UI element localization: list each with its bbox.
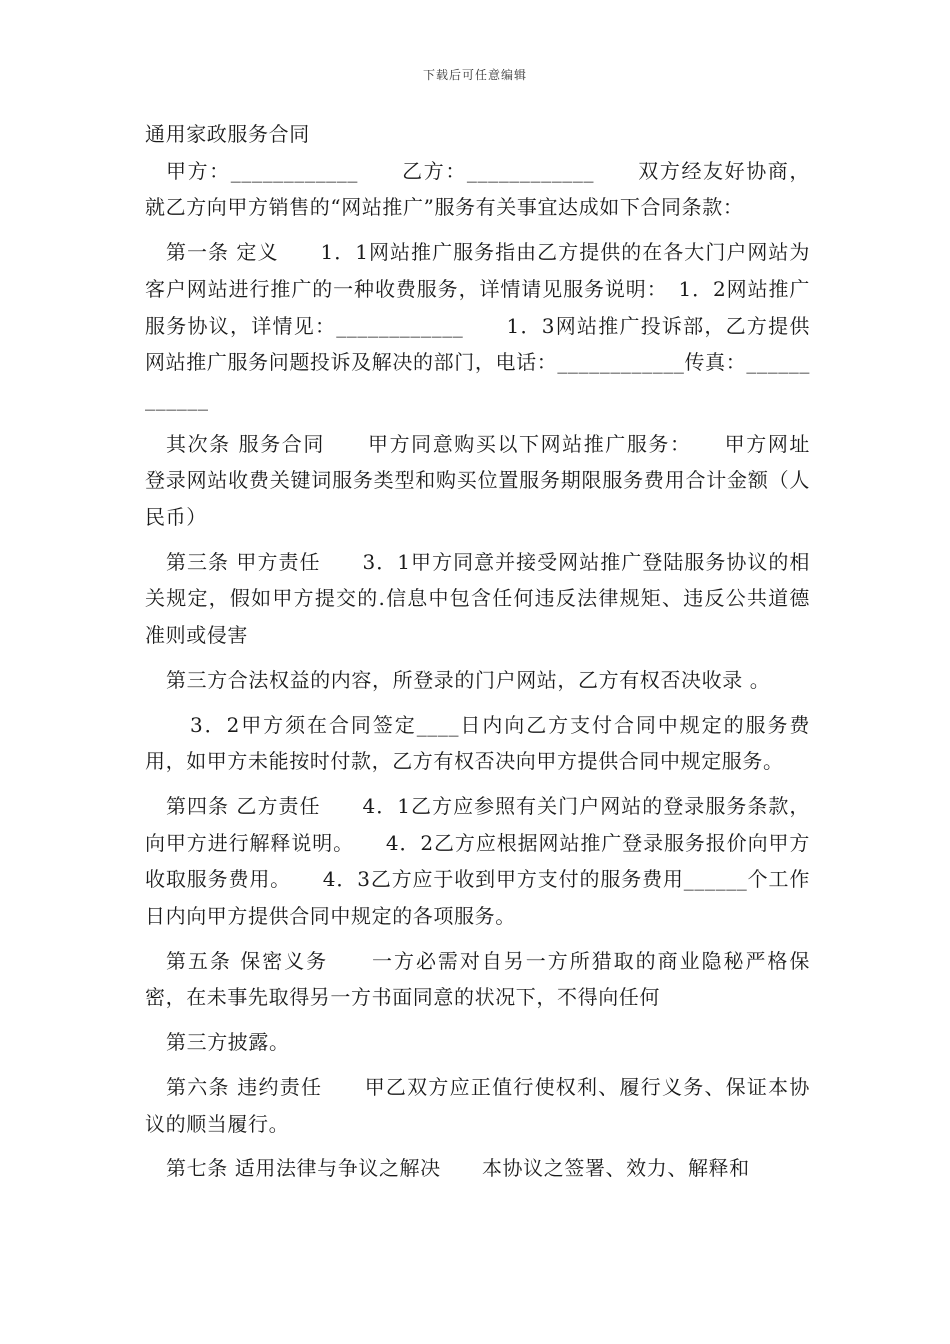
paragraph-article-5: 第五条 保密义务 一方必需对自另一方所猎取的商业隐秘严格保密，在未事先取得另一方书面同意的状况下，不得向任何 xyxy=(145,948,810,1010)
document-body xyxy=(145,116,852,1195)
document-title: 通用家政服务合同 xyxy=(145,122,310,146)
paragraph-article-3: 第三条 甲方责任 3．1甲方同意并接受网站推广登陆服务协议的相关规定，假如甲方提交的.信息中包含任何违反法律规矩、违反公共道德准则或侵害 xyxy=(145,549,810,648)
paragraph-article-3-cont: 第三方合法权益的内容，所登录的门户网站，乙方有权否决收录 。 xyxy=(166,667,771,692)
page-header: 下载后可任意编辑 xyxy=(422,68,527,82)
paragraph-article-2: 其次条 服务合同 甲方同意购买以下网站推广服务： 甲方网址 登录网站收费关键词服务类型和购买位置服务期限服务费用合计金额（人民币） xyxy=(145,431,852,530)
paragraph-article-7: 第七条 适用法律与争议之解决 本协议之签署、效力、解释和 xyxy=(166,1156,750,1181)
paragraph-article-3-2: 3．2甲方须在合同签定____日内向乙方支付合同中规定的服务费用，如甲方未能按时付款，乙方有权否决向甲方提供合同中规定服务。 xyxy=(145,712,810,774)
paragraph-article-6: 第六条 违约责任 甲乙双方应正值行使权利、履行义务、保证本协议的顺当履行。 xyxy=(145,1074,810,1136)
paragraph-article-1: 第一条 定义 1．1网站推广服务指由乙方提供的在各大门户网站为客户网站进行推广的一种收费服务，详情请见服务说明： 1．2网站推广服务协议，详情见：____________ 1．3网站推广投诉部，乙方提供网站推广服务问题投诉及解决的部门，电话：____________传真：____________ xyxy=(145,240,810,411)
paragraph-article-4: 第四条 乙方责任 4．1乙方应参照有关门户网站的登录服务条款，向甲方进行解释说明。 4．2乙方应根据网站推广登录服务报价向甲方收取服务费用。 4．3乙方应于收到甲方支付的服务费用______个工作日内向甲方提供合同中规定的各项服务。 xyxy=(145,793,810,929)
paragraph-article-5-cont: 第三方披露。 xyxy=(166,1030,290,1055)
paragraph-parties: 甲方：____________ 乙方：____________ 双方经友好协商，就乙方向甲方销售的“网站推广”服务有关事宜达成如下合同条款： xyxy=(145,158,810,220)
